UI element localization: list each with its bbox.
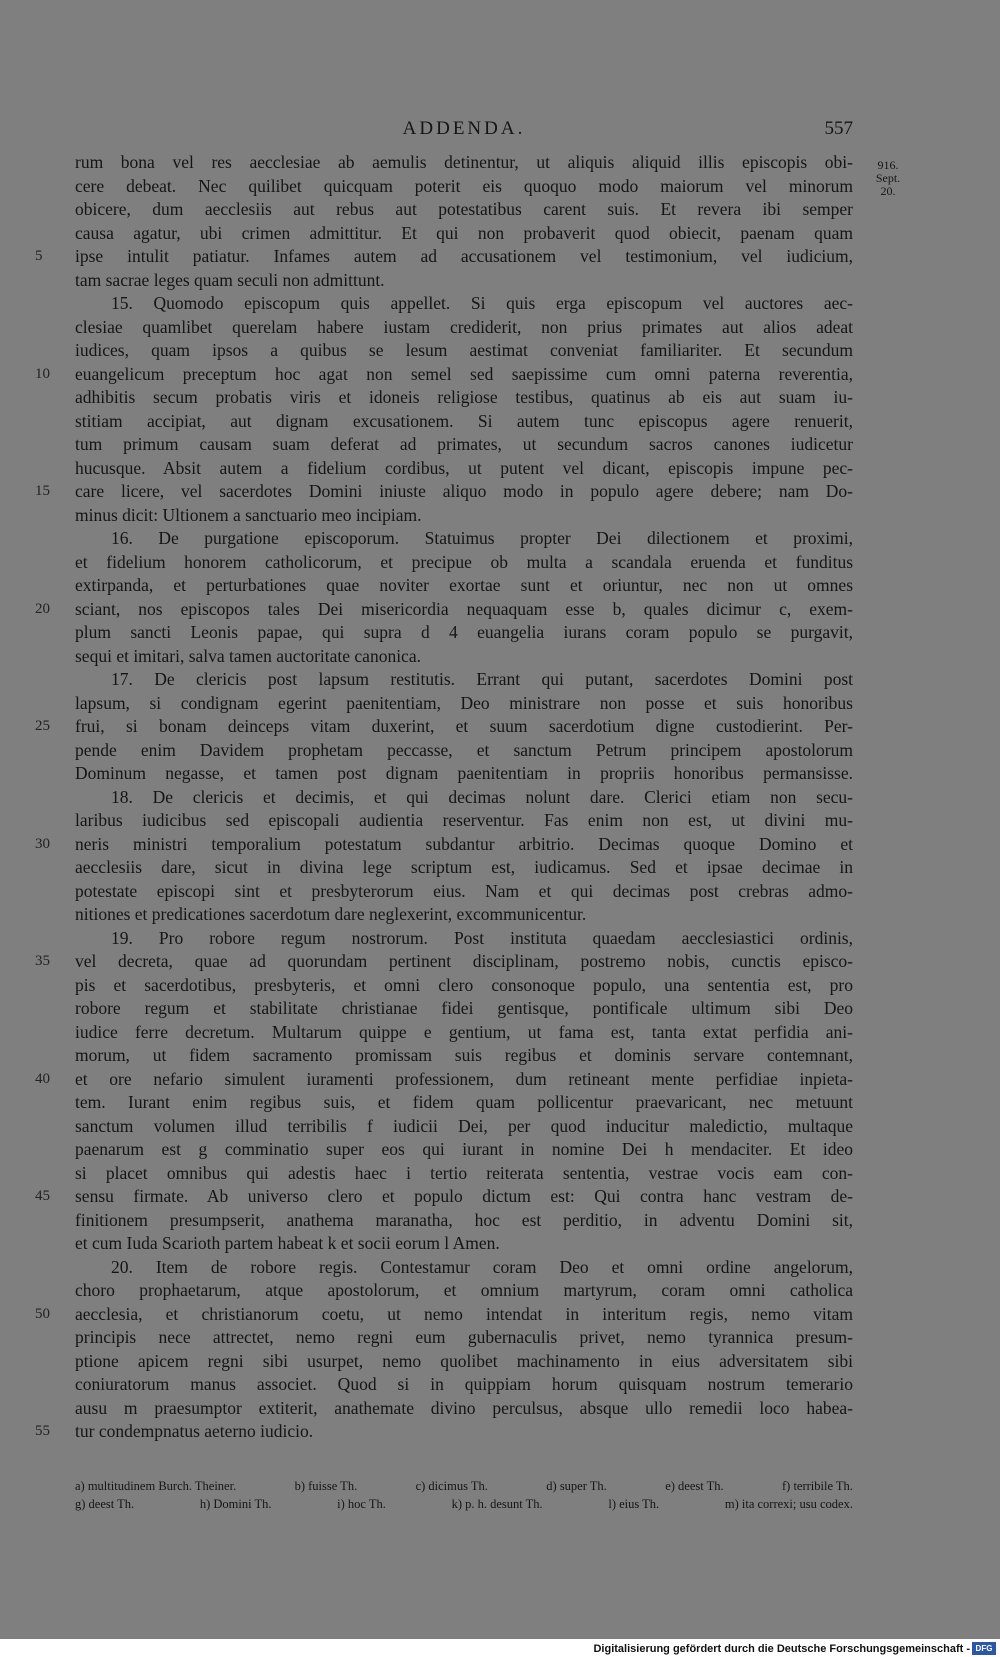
page-number: 557: [824, 118, 853, 139]
line-text: stitiam accipiat, aut dignam excusationem. Si autem tunc episcopus agere renuerit,: [75, 410, 853, 431]
footnote: i) hoc Th.: [337, 1497, 386, 1511]
line-text: paenarum est g comminatio super eos qui iurant in nomine Dei h mendaciter. Et ideo: [75, 1139, 853, 1159]
line-text: aecclesia, et christianorum coetu, ut nemo intendat in interitum regis, nemo vitam: [75, 1303, 853, 1324]
line-text: tem. Iurant enim regibus suis, et fidem quam pollicentur praevaricant, nec metuunt: [75, 1092, 853, 1112]
text-line: [75, 339, 853, 363]
text-line: [35, 715, 853, 739]
line-text: ptione apicem regni sibi usurpet, nemo quolibet machinamento in eius adversitatem sibi: [75, 1350, 853, 1371]
line-text: plum sancti Leonis papae, qui supra d 4 euangelia iurans coram populo se purgavit,: [75, 622, 853, 642]
text-line: [75, 551, 853, 575]
line-number: 35: [35, 953, 50, 969]
footnote: c) dicimus Th.: [415, 1479, 488, 1493]
page-header: [75, 118, 853, 144]
text-line: [75, 1232, 853, 1256]
text-line: [75, 1162, 853, 1186]
text-line: [75, 198, 853, 222]
line-text: principis nece attrectet, nemo regni eum gubernaculis privet, nemo tyrannica presum-: [75, 1327, 853, 1347]
line-number: 25: [35, 718, 50, 734]
line-text: laribus iudicibus sed episcopali audientia reserventur. Fas enim non est, ut divini mu-: [75, 810, 853, 830]
line-number: 20: [35, 600, 50, 617]
footnote: f) terribile Th.: [782, 1479, 853, 1493]
line-text: obicere, dum aecclesiis aut rebus aut potestatibus carent suis. Et revera ibi semper: [75, 199, 853, 219]
line-number: 15: [35, 483, 50, 499]
line-text: frui, si bonam deinceps vitam duxerint, et suum sacerdotium digne custodierint. Per-: [75, 716, 853, 736]
line-text: 15. Quomodo episcopum quis appellet. Si quis erga episcopum vel auctores aec-: [111, 293, 853, 313]
text-line: [75, 1279, 853, 1303]
line-text: pis et sacerdotibus, presbyteris, et omni clero consonoque populo, una sententia est, pro: [75, 974, 853, 995]
text-line: [75, 1209, 853, 1233]
line-text: 16. De purgatione episcoporum. Statuimus propter Dei dilectionem et proximi,: [111, 528, 853, 548]
text-line: [75, 175, 853, 199]
text-line: [75, 739, 853, 763]
line-text: si placet omnibus qui adestis haec i tertio reiterata sententia, vestrae vocis eam con-: [75, 1162, 853, 1183]
line-text: choro prophaetarum, atque apostolorum, et omnium martyrum, coram omni catholica: [75, 1280, 853, 1300]
text-line: [75, 574, 853, 598]
text-line: [75, 927, 853, 951]
text-line: [75, 1115, 853, 1139]
text-line: [75, 856, 853, 880]
running-title: ADDENDA.: [402, 118, 526, 139]
text-line: [75, 151, 853, 175]
line-text: sequi et imitari, salva tamen auctoritate canonica.: [75, 645, 421, 666]
text-line: [75, 809, 853, 833]
text-line: [75, 668, 853, 692]
line-text: iudices, quam ipsos a quibus se lesum aestimat conveniat familiariter. Et secundum: [75, 340, 853, 360]
line-number: 40: [35, 1070, 50, 1087]
text-line: [35, 480, 853, 504]
text-line: [75, 692, 853, 716]
footnote: a) multitudinem Burch. Theiner.: [75, 1479, 237, 1493]
line-text: aecclesiis dare, sicut in divina lege scriptum est, iudicamus. Sed et ipsae decimae in: [75, 857, 853, 877]
footnote-line: [75, 1495, 853, 1513]
line-text: 18. De clericis et decimis, et qui decimas nolunt dare. Clerici etiam non secu-: [111, 786, 853, 807]
digitization-footer: [0, 1639, 1000, 1657]
margin-year: 916.: [877, 158, 899, 172]
footnote: d) super Th.: [546, 1479, 607, 1493]
margin-date-note: [866, 159, 910, 198]
line-text: adhibitis secum probatis viris et idoneis religiose testibus, quatinus ab eis aut suam iu-: [75, 387, 853, 407]
text-line: [75, 997, 853, 1021]
line-number: 50: [35, 1305, 50, 1322]
text-line: [75, 386, 853, 410]
text-line: [75, 457, 853, 481]
text-line: [35, 1303, 853, 1327]
line-text: tam sacrae leges quam seculi non admittunt.: [75, 269, 385, 290]
line-text: euangelicum preceptum hoc agat non semel sed saepissime cum omni paterna reverentia,: [75, 363, 853, 384]
text-line: [75, 1326, 853, 1350]
line-text: minus dicit: Ultionem a sanctuario meo incipiam.: [75, 504, 422, 525]
line-number: 55: [35, 1423, 50, 1439]
text-line: [75, 1021, 853, 1045]
line-text: Dominum negasse, et tamen post dignam paenitentiam in propriis honoribus permansisse.: [75, 763, 853, 783]
line-number: 10: [35, 365, 50, 382]
text-line: [75, 504, 853, 528]
footnote-line: [75, 1477, 853, 1495]
funding-credit: Digitalisierung gefördert durch die Deutsche Forschungsgemeinschaft -: [593, 1643, 970, 1655]
text-line: [75, 1256, 853, 1280]
text-line: [75, 1044, 853, 1068]
footnote: m) ita correxi; usu codex.: [724, 1497, 853, 1511]
line-text: 17. De clericis post lapsum restitutis. Errant qui putant, sacerdotes Domini post: [111, 669, 853, 689]
line-text: sensu firmate. Ab universo clero et populo dictum est: Qui contra hanc vestram de-: [75, 1186, 853, 1206]
text-line: [35, 363, 853, 387]
line-text: tur condempnatus aeterno iudicio.: [75, 1421, 314, 1441]
text-line: [75, 527, 853, 551]
text-line: [75, 433, 853, 457]
line-text: ausu m praesumptor extiterit, anathemate divino perculsus, absque ullo remedii loco habea-: [75, 1397, 853, 1418]
dfg-logo: DFG: [972, 1642, 996, 1655]
line-text: cere debeat. Nec quilibet quicquam poterit eis quoquo modo maiorum vel minorum: [75, 175, 853, 196]
footnotes: [75, 1477, 853, 1513]
text-line: [75, 621, 853, 645]
line-text: extirpanda, et perturbationes quae noviter exortae sunt et oriuntur, nec non ut omnes: [75, 575, 853, 595]
margin-month: Sept.: [875, 171, 901, 185]
line-text: rum bona vel res aecclesiae ab aemulis detinentur, ut aliquis aliquid illis episcopis obi-: [75, 152, 853, 172]
text-line: [75, 1350, 853, 1374]
line-text: neris ministri temporalium potestatum subdantur arbitrio. Decimas quoque Domino et: [75, 833, 853, 854]
line-text: coniuratorum manus associet. Quod si in quippiam horum quisquam nostrum temerario: [75, 1374, 853, 1394]
footnote: h) Domini Th.: [199, 1497, 272, 1511]
text-line: [75, 903, 853, 927]
footnote: e) deest Th.: [665, 1479, 724, 1493]
text-line: [35, 245, 853, 269]
line-text: tum primum causam suam deferat ad primates, ut secundum sacros canones iudicetur: [75, 434, 853, 454]
line-text: sciant, nos episcopos tales Dei misericordia nequaquam esse b, quales dicimur c, exem-: [75, 598, 853, 619]
footnote: l) eius Th.: [608, 1497, 660, 1511]
line-text: lapsum, si condignam egerint paenitentiam, Deo ministrare non posse et suis honoribus: [75, 692, 853, 713]
line-text: causa agatur, ubi crimen admittitur. Et qui non probaverit quod obiecit, paenam quam: [75, 222, 853, 243]
line-text: 20. Item de robore regis. Contestamur coram Deo et omni ordine angelorum,: [111, 1256, 853, 1277]
text-line: [75, 1091, 853, 1115]
line-text: pende enim Davidem prophetam peccasse, et sanctum Petrum principem apostolorum: [75, 739, 853, 760]
text-line: [75, 1138, 853, 1162]
text-line: [75, 410, 853, 434]
line-text: potestate episcopi sint et presbyterorum eius. Nam et qui decimas post crebras admo-: [75, 880, 853, 901]
text-line: [75, 786, 853, 810]
line-text: finitionem presumpserit, anathema maranatha, hoc est perditio, in adventu Domini sit,: [75, 1209, 853, 1230]
text-line: [35, 1185, 853, 1209]
line-number: 5: [35, 248, 43, 264]
line-text: nitiones et predicationes sacerdotum dare neglexerint, excommunicentur.: [75, 904, 587, 924]
line-text: et fidelium honorem catholicorum, et precipue ob multa a scandala eruenda et funditus: [75, 551, 853, 572]
text-line: [75, 645, 853, 669]
line-number: 45: [35, 1188, 50, 1204]
text-line: [35, 950, 853, 974]
line-text: iudice ferre decretum. Multarum quippe e gentium, ut fama est, tanta extat perfidia ani-: [75, 1021, 853, 1042]
text-line: [75, 292, 853, 316]
line-text: et ore nefario simulent iuramenti professionem, dum retineant mente perfidiae inpieta-: [75, 1068, 853, 1089]
text-line: [75, 316, 853, 340]
text-line: [75, 880, 853, 904]
text-line: [75, 1397, 853, 1421]
line-text: robore regum et stabilitate christianae fidei gentisque, pontificale ultimum sibi Deo: [75, 998, 853, 1018]
text-line: [75, 222, 853, 246]
text-line: [35, 1420, 853, 1444]
line-text: sanctum volumen illud terribilis f iudicii Dei, per quod inducitur maledictio, multaque: [75, 1115, 853, 1136]
line-text: 19. Pro robore regum nostrorum. Post instituta quaedam aecclesiastici ordinis,: [111, 927, 853, 948]
line-text: care licere, vel sacerdotes Domini iniuste aliquo modo in populo agere debere; nam Do-: [75, 481, 853, 501]
footnote: g) deest Th.: [75, 1497, 135, 1511]
line-text: vel decreta, quae ad quorundam pertinent disciplinam, postremo nobis, cunctis episco-: [75, 951, 853, 971]
text-line: [75, 269, 853, 293]
line-text: hucusque. Absit autem a fidelium cordibus, ut putent vel dicant, episcopis impune pec-: [75, 457, 853, 478]
text-line: [35, 1068, 853, 1092]
text-line: [75, 1373, 853, 1397]
text-body: [35, 151, 853, 1444]
text-line: [75, 762, 853, 786]
line-text: clesiae quamlibet querelam habere iustam crediderit, non prius primates aut alios adeat: [75, 316, 853, 337]
margin-day: 20.: [880, 184, 896, 198]
text-line: [35, 833, 853, 857]
line-text: et cum Iuda Scarioth partem habeat k et socii eorum l Amen.: [75, 1233, 500, 1253]
text-line: [35, 598, 853, 622]
line-text: ipse intulit patiatur. Infames autem ad accusationem vel testimonium, vel iudicium,: [75, 246, 853, 266]
line-text: morum, ut fidem sacramento promissam suis regibus et dominis servare contemnant,: [75, 1045, 853, 1065]
footnote: b) fuisse Th.: [294, 1479, 358, 1493]
text-line: [75, 974, 853, 998]
footnote: k) p. h. desunt Th.: [451, 1497, 543, 1511]
line-number: 30: [35, 835, 50, 852]
